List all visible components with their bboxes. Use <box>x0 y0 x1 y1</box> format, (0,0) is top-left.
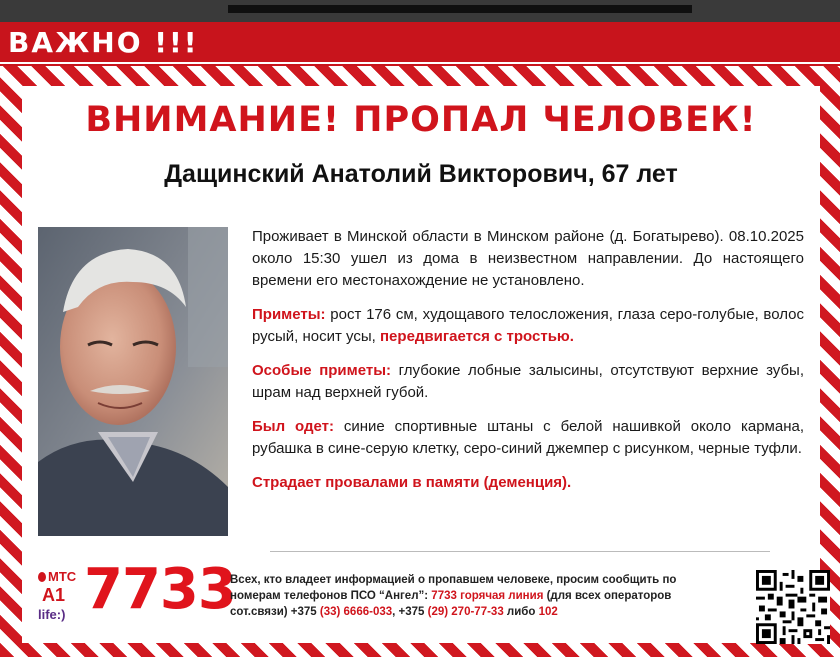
signs-text: рост 176 см, худощавого телосложения, глаза серо-голубые, волос русый, носит усы, <box>252 306 804 345</box>
details-block <box>252 226 804 506</box>
appeal-text <box>230 572 720 620</box>
short-number: 7733 <box>84 557 236 622</box>
appeal-part-3: , +375 <box>392 606 428 618</box>
phone-3: 102 <box>538 606 558 618</box>
clothes-paragraph <box>252 416 804 460</box>
portrait-illustration <box>38 227 228 536</box>
banner-divider <box>0 62 840 64</box>
mts-logo <box>38 569 76 584</box>
signs-paragraph <box>252 304 804 348</box>
person-photo <box>38 227 228 536</box>
appeal-part-1: Всех, кто владеет информацией о пропавшем человеке, просим сообщить по номерам телефонов ПСО “Ангел”: <box>230 574 677 602</box>
a1-logo: A1 <box>42 585 66 605</box>
phone-1: (33) 6666-033 <box>319 606 393 618</box>
signs-label: Приметы: <box>252 306 326 323</box>
special-signs-label: Особые приметы: <box>252 362 392 379</box>
qr-code-icon[interactable] <box>756 570 830 644</box>
mts-label: МТС <box>48 569 77 584</box>
mts-egg-icon <box>38 572 46 582</box>
intro-paragraph: Проживает в Минской области в Минском районе (д. Богатырево). 08.10.2025 около 15:30 ушел из дома в неизвестном направлении. До настоящего времени его местонахождение не установлено. <box>252 228 804 289</box>
appeal-part-2: (для всех операторов сот.связи) +375 <box>230 590 672 618</box>
contact-footer <box>22 553 820 643</box>
important-label: ВАЖНО !!! <box>8 26 199 59</box>
life-logo: life:) <box>38 607 66 622</box>
clothes-label: Был одет: <box>252 418 334 435</box>
dementia-paragraph <box>252 472 804 494</box>
important-banner <box>0 22 840 66</box>
special-signs-text: глубокие лобные залысины, отсутствуют верхние зубы, шрам над верхней губой. <box>252 362 804 401</box>
qr-code-graphic <box>756 570 830 644</box>
appeal-part-4: либо <box>503 606 539 618</box>
footer-divider <box>270 551 770 552</box>
phone-2: (29) 270-77-33 <box>427 606 504 618</box>
dementia-note: Страдает провалами в памяти (деменция). <box>252 474 572 491</box>
cane-note: передвигается с тростью. <box>380 328 574 345</box>
clothes-text: синие спортивные штаны с белой нашивкой около кармана, рубашка в сине-серую клетку, серо-синий джемпер с рисунком, черные туфли. <box>252 418 804 457</box>
top-bar-strip <box>228 5 692 13</box>
poster-headline: ВНИМАНИЕ! ПРОПАЛ ЧЕЛОВЕК! <box>85 100 757 140</box>
special-signs-paragraph <box>252 360 804 404</box>
person-name: Дащинский Анатолий Викторович, 67 лет <box>164 160 678 188</box>
hotline-label: 7733 горячая линия <box>431 590 544 602</box>
top-bar <box>0 0 840 22</box>
